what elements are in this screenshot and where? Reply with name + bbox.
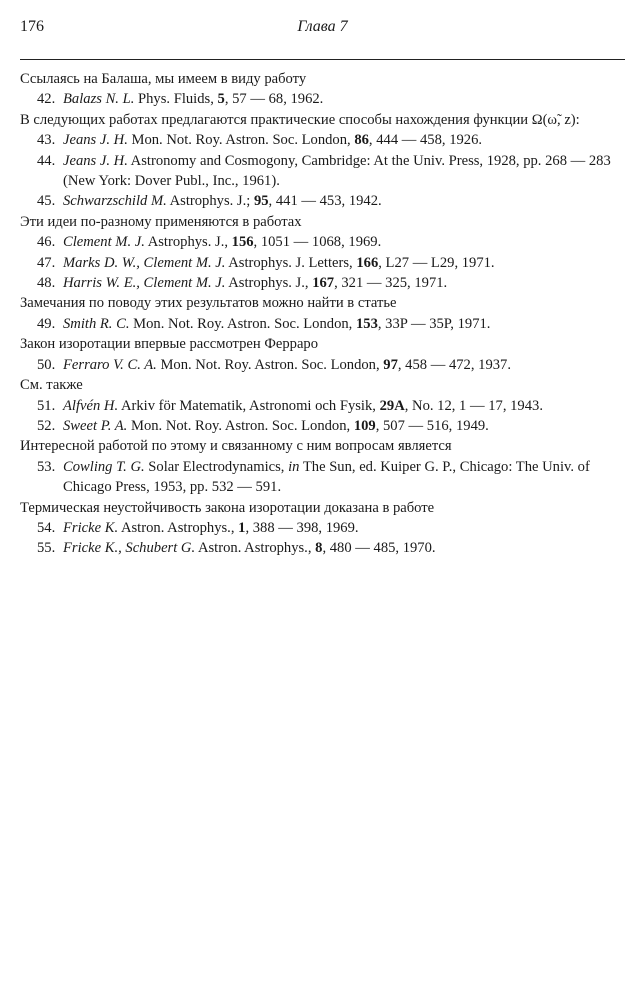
reference-text: , 458 — 472, 1937.	[397, 356, 511, 373]
bibliography-body	[20, 69, 623, 559]
reference-volume: 29A	[379, 397, 405, 414]
reference-text: , 444 — 458, 1926.	[368, 132, 483, 149]
reference-number: 54.	[37, 519, 56, 536]
reference-entry	[20, 191, 623, 211]
reference-volume: 166	[356, 254, 379, 271]
reference-author: Alfvén H.	[63, 397, 119, 414]
reference-entry	[20, 396, 623, 416]
reference-text: , 1051 — 1068, 1969.	[253, 234, 382, 251]
reference-author: Smith R. C.	[63, 315, 130, 332]
reference-text: , 321 — 325, 1971.	[334, 275, 448, 292]
reference-volume: 86	[354, 132, 369, 149]
reference-number: 55.	[37, 540, 56, 557]
intro-paragraph: Эти идеи по-разному применяются в работах	[20, 213, 302, 230]
reference-author: Jeans J. H.	[63, 132, 128, 149]
reference-number: 45.	[37, 193, 56, 210]
reference-text: Mon. Not. Roy. Astron. Soc. London,	[127, 417, 354, 434]
reference-entry	[20, 416, 623, 436]
reference-volume: 1	[238, 519, 246, 536]
reference-volume: 97	[383, 356, 398, 373]
reference-volume: 109	[353, 417, 376, 434]
reference-entry	[20, 518, 623, 538]
intro-paragraph: Ссылаясь на Балаша, мы имеем в виду работу	[20, 71, 307, 87]
reference-entry	[20, 89, 623, 109]
reference-text: Mon. Not. Roy. Astron. Soc. London,	[129, 315, 356, 332]
reference-volume: 5	[217, 91, 225, 108]
reference-number: 43.	[37, 132, 56, 149]
reference-text: , 507 — 516, 1949.	[375, 417, 489, 434]
reference-author: Harris W. E., Clement M. J.	[63, 275, 226, 292]
reference-volume: 156	[231, 234, 254, 251]
reference-text: Mon. Not. Roy. Astron. Soc. London,	[156, 356, 384, 373]
reference-text: Astron. Astrophys.,	[118, 519, 239, 536]
intro-paragraph: Интересной работой по этому и связанному с ним вопросам является	[20, 438, 452, 455]
reference-number: 42.	[37, 91, 56, 108]
reference-entry	[20, 273, 623, 293]
reference-author: Balazs N. L.	[63, 91, 135, 108]
reference-author: Cowling T. G.	[63, 458, 145, 475]
header-rule	[20, 59, 625, 60]
reference-text: The Sun, ed. Kuiper G. P., Chicago: The Univ. of Chicago Press, 1953, pp. 532 — 591.	[63, 458, 590, 496]
reference-text: Astrophys. J. Letters,	[225, 254, 357, 271]
reference-text: Astronomy and Cosmogony, Cambridge: At the Univ. Press, 1928, pp. 268 — 283 (New York: Dover Publ., Inc., 1961).	[63, 152, 611, 190]
intro-paragraph: См. также	[20, 377, 83, 394]
reference-text: Astron. Astrophys.,	[195, 540, 316, 557]
reference-author: Clement M. J.	[63, 234, 145, 251]
intro-paragraph: В следующих работах предлагаются практические способы нахождения функции Ω(ω̃, z):	[20, 111, 580, 128]
reference-entry	[20, 314, 623, 334]
reference-number: 50.	[37, 356, 56, 373]
intro-paragraph: Закон изоротации впервые рассмотрен Ферраро	[20, 336, 319, 353]
reference-text: , No. 12, 1 — 17, 1943.	[404, 397, 543, 414]
reference-text: Astrophys. J.,	[144, 234, 232, 251]
reference-entry	[20, 355, 623, 375]
reference-entry	[20, 151, 623, 192]
reference-text: Solar Electrodynamics,	[144, 458, 289, 475]
reference-author: Jeans J. H.	[63, 152, 128, 169]
reference-text: , 388 — 398, 1969.	[245, 519, 359, 536]
reference-author: Fricke K., Schubert G.	[63, 540, 196, 557]
chapter-title: Глава 7	[297, 18, 348, 35]
reference-text: Astrophys. J.,	[225, 275, 313, 292]
reference-number: 53.	[37, 458, 56, 475]
reference-text: , 33P — 35P, 1971.	[377, 315, 491, 332]
reference-volume: 8	[315, 540, 323, 557]
reference-number: 47.	[37, 254, 56, 271]
reference-number: 48.	[37, 275, 56, 292]
reference-number: 51.	[37, 397, 56, 414]
intro-paragraph: Термическая неустойчивость закона изоротации доказана в работе	[20, 499, 435, 516]
reference-entry	[20, 130, 623, 150]
reference-author: Schwarzschild M.	[63, 193, 167, 210]
reference-author: Fricke K.	[63, 519, 119, 536]
reference-volume: 95	[253, 193, 269, 210]
reference-text: Phys. Fluids,	[134, 91, 218, 108]
reference-author: in	[288, 458, 300, 475]
reference-number: 44.	[37, 152, 56, 169]
intro-paragraph: Замечания по поводу этих результатов можно найти в статье	[20, 295, 397, 312]
reference-volume: 167	[312, 275, 335, 292]
reference-entry	[20, 538, 623, 558]
page-number: 176	[20, 18, 44, 35]
reference-entry	[20, 457, 623, 498]
reference-text: , 480 — 485, 1970.	[322, 540, 436, 557]
reference-author: Marks D. W., Clement M. J.	[63, 254, 226, 271]
reference-text: , 441 — 453, 1942.	[268, 193, 382, 210]
reference-text: Mon. Not. Roy. Astron. Soc. London,	[127, 132, 355, 149]
page-header	[20, 18, 625, 58]
reference-text: Arkiv för Matematik, Astronomi och Fysik,	[118, 397, 380, 414]
reference-entry	[20, 232, 623, 252]
reference-volume: 153	[355, 315, 378, 332]
reference-text: Astrophys. J.;	[166, 193, 254, 210]
reference-text: , 57 — 68, 1962.	[224, 91, 324, 108]
reference-number: 52.	[37, 417, 56, 434]
reference-author: Ferraro V. C. A.	[63, 356, 157, 373]
reference-entry	[20, 253, 623, 273]
reference-author: Sweet P. A.	[63, 417, 128, 434]
reference-number: 49.	[37, 315, 56, 332]
reference-text: , L27 — L29, 1971.	[378, 254, 495, 271]
reference-number: 46.	[37, 234, 56, 251]
